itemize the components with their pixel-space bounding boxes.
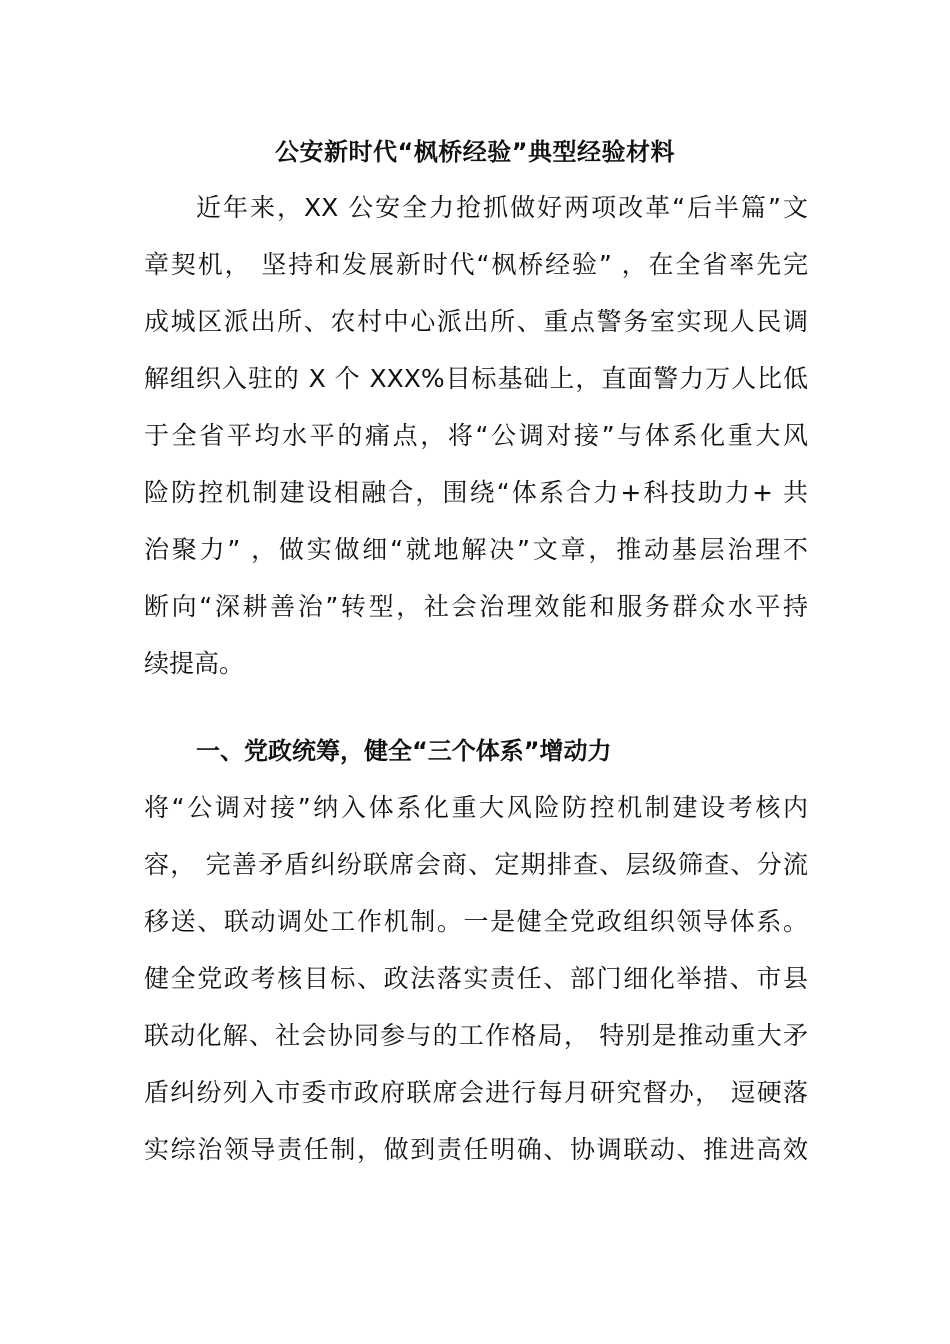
paragraph-line: 盾纠纷列入市委市政府联席会进行每月研究督办， 逗硬落 [144,1078,808,1107]
section-heading: 一、党政统筹，健全“三个体系”增动力 [196,737,612,765]
paragraph-line: 容， 完善矛盾纠纷联席会商、定期排查、层级筛查、分流 [144,850,808,879]
paragraph-line: 移送、联动调处工作机制。一是健全党政组织领导体系。 [144,907,808,936]
document-title: 公安新时代“枫桥经验”典型经验材料 [274,138,676,166]
paragraph-line: 健全党政考核目标、政法落实责任、部门细化举措、市县 [144,964,808,993]
paragraph-line: 近年来，XX 公安全力抢抓做好两项改革“后半篇”文 [196,193,808,222]
paragraph-line: 续提高。 [144,649,245,678]
paragraph-line: 断向“深耕善治”转型，社会治理效能和服务群众水平持 [144,592,808,621]
paragraph-line: 解组织入驻的 X 个 XXX%目标基础上，直面警力万人比低 [144,364,808,393]
intro-paragraph [144,179,808,692]
paragraph-line: 实综治领导责任制，做到责任明确、协调联动、推进高效 [144,1135,808,1164]
paragraph-line: 章契机， 坚持和发展新时代“枫桥经验” ，在全省率先完 [144,250,808,279]
paragraph-line: 险防控机制建设相融合，围绕“体系合力+科技助力+ 共 [144,478,808,507]
paragraph-line: 于全省平均水平的痛点，将“公调对接”与体系化重大风 [144,421,808,450]
paragraph-line: 治聚力” ，做实做细“就地解决”文章，推动基层治理不 [144,535,808,564]
paragraph-line: 将“公调对接”纳入体系化重大风险防控机制建设考核内 [144,793,808,822]
section-paragraph [144,779,808,1178]
paragraph-line: 联动化解、社会协同参与的工作格局， 特别是推动重大矛 [144,1021,808,1050]
paragraph-line: 成城区派出所、农村中心派出所、重点警务室实现人民调 [144,307,808,336]
